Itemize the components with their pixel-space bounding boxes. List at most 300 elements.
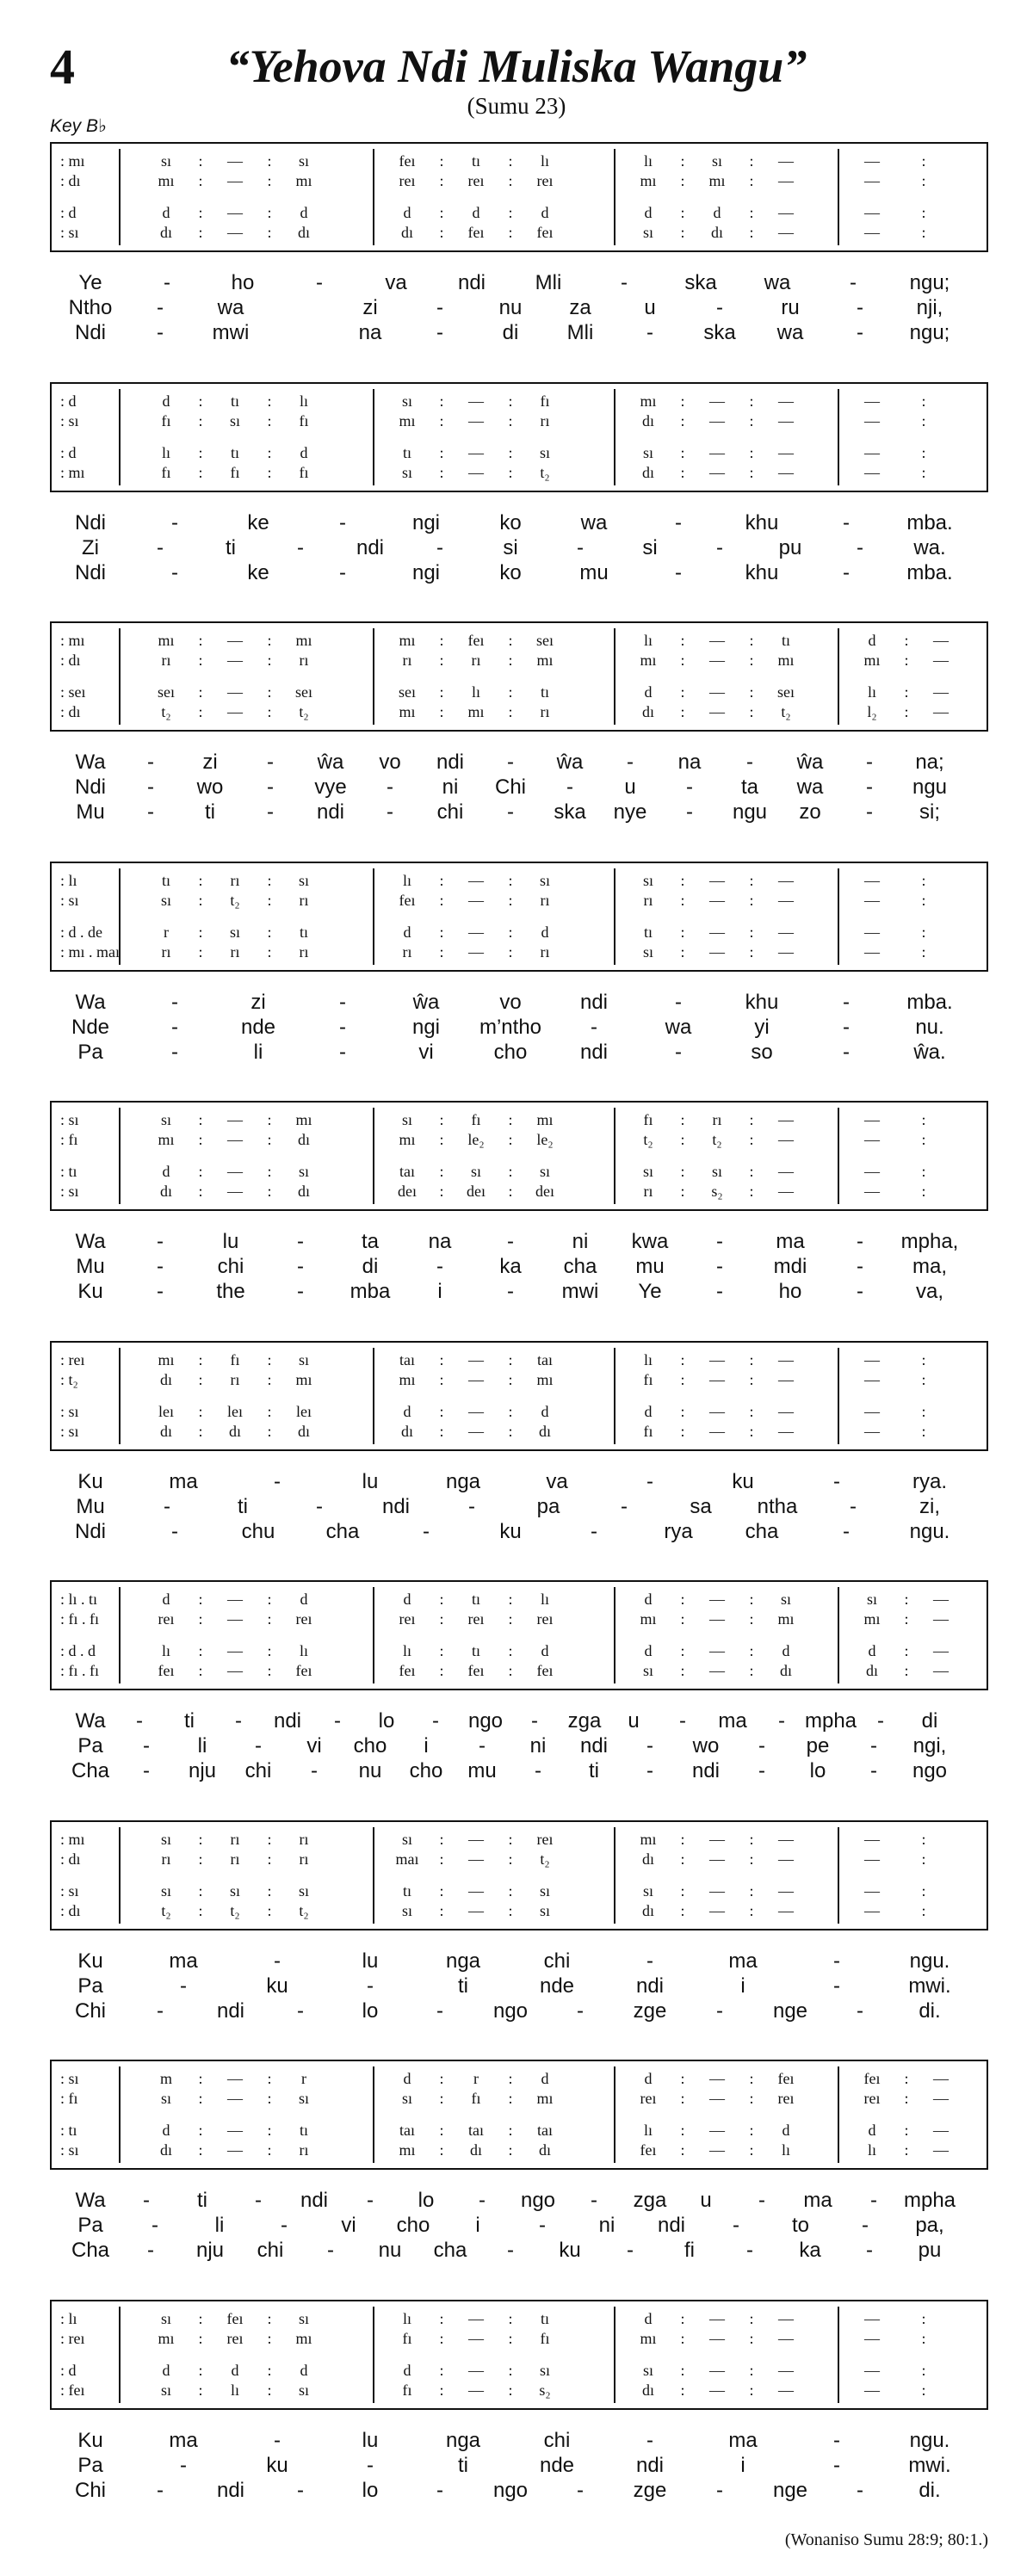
solfa-note: : bbox=[508, 923, 513, 941]
syllable-hyphen: - bbox=[157, 2478, 164, 2502]
voice-row bbox=[52, 892, 987, 912]
solfa-note: : bbox=[267, 2122, 272, 2139]
lyric-syllable: zga bbox=[633, 2189, 667, 2212]
solfa-note: : bbox=[749, 1131, 754, 1148]
lyric-syllable: ska bbox=[703, 321, 736, 344]
solfa-note: feı bbox=[399, 1662, 416, 1679]
syllable-hyphen: - bbox=[136, 1709, 143, 1733]
syllable-hyphen: - bbox=[507, 1280, 514, 1303]
solfa-note: d bbox=[541, 2070, 549, 2087]
solfa-note: t₂ bbox=[781, 703, 791, 720]
solfa-note: : bbox=[267, 683, 272, 701]
solfa-note: — bbox=[709, 2122, 725, 2139]
solfa-note: maı bbox=[395, 1850, 419, 1868]
solfa-note: : bbox=[921, 1163, 926, 1180]
solfa-note: reı bbox=[863, 2090, 881, 2107]
syllable-hyphen: - bbox=[591, 1519, 597, 1543]
solfa-note: seı bbox=[158, 683, 175, 701]
solfa-note: : bbox=[680, 1662, 685, 1679]
syllable-hyphen: - bbox=[870, 1734, 877, 1757]
syllable-hyphen: - bbox=[539, 2214, 546, 2237]
solfa-note: : bbox=[267, 2070, 272, 2087]
syllable-hyphen: - bbox=[311, 1759, 318, 1782]
syllable-hyphen: - bbox=[507, 800, 514, 824]
solfa-note: : bbox=[198, 172, 203, 189]
solfa-note: — bbox=[709, 2309, 725, 2327]
solfa-note: le₂ bbox=[467, 1131, 485, 1148]
solfa-note: : mı bbox=[60, 463, 85, 481]
lyric-line bbox=[0, 800, 1033, 826]
solfa-note: : bbox=[921, 411, 926, 429]
solfa-note: reı bbox=[399, 1610, 416, 1628]
solfa-note: taı bbox=[399, 1350, 415, 1368]
lyric-syllable: nde bbox=[240, 1015, 276, 1039]
solfa-note: lı bbox=[230, 2381, 240, 2399]
lyric-syllable: nju bbox=[188, 1759, 217, 1782]
lyric-syllable: ta bbox=[361, 1230, 380, 1253]
solfa-note: : bbox=[198, 1642, 203, 1659]
solfa-note: — bbox=[468, 1370, 484, 1388]
syllable-hyphen: - bbox=[164, 1494, 170, 1518]
lyric-syllable: li bbox=[197, 1734, 207, 1757]
solfa-note: : bbox=[198, 652, 203, 669]
syllable-hyphen: - bbox=[621, 271, 628, 294]
solfa-note: : bbox=[921, 1901, 926, 1919]
solfa-note: feı bbox=[226, 2309, 244, 2327]
solfa-note: : bbox=[267, 652, 272, 669]
solfa-note: — bbox=[933, 1662, 949, 1679]
lyric-line bbox=[0, 1520, 1033, 1546]
voice-row bbox=[52, 1351, 987, 1372]
solfa-note: sı bbox=[642, 871, 654, 889]
solfa-note: : bbox=[508, 1591, 513, 1608]
solfa-note: seı bbox=[295, 683, 312, 701]
solfa-note: : bbox=[680, 2381, 685, 2399]
syllable-hyphen: - bbox=[147, 775, 154, 799]
solfa-note: : bbox=[749, 463, 754, 481]
solfa-note: tı bbox=[299, 2122, 309, 2139]
solfa-note: : bbox=[904, 652, 909, 669]
lyric-syllable: na; bbox=[915, 751, 944, 774]
solfa-note: : bbox=[749, 1901, 754, 1919]
solfa-note: : bbox=[749, 224, 754, 241]
solfa-note: — bbox=[227, 632, 243, 649]
lyric-syllable: ke bbox=[247, 560, 269, 584]
syllable-hyphen: - bbox=[857, 1280, 863, 1303]
lyric-syllable: mwi. bbox=[908, 2453, 951, 2477]
syllable-hyphen: - bbox=[157, 296, 164, 319]
solfa-note: tı bbox=[299, 923, 309, 941]
syllable-hyphen: - bbox=[297, 1230, 304, 1253]
solfa-note: : bbox=[508, 1850, 513, 1868]
solfa-note: — bbox=[864, 2329, 880, 2347]
solfa-note: t₂ bbox=[712, 1131, 722, 1148]
syllable-hyphen: - bbox=[147, 2239, 154, 2262]
syllable-hyphen: - bbox=[267, 751, 274, 774]
solfa-note: : tı bbox=[60, 1163, 77, 1180]
lyric-syllable: ngo bbox=[912, 1759, 948, 1782]
lyric-syllable: Ndi bbox=[74, 560, 107, 584]
solfa-note: mı bbox=[863, 1610, 881, 1628]
solfa-note: : reı bbox=[60, 2329, 85, 2347]
solfa-note: : bbox=[508, 172, 513, 189]
solfa-note: feı bbox=[536, 1662, 554, 1679]
solfa-staff bbox=[50, 862, 988, 972]
solfa-note: : bbox=[198, 1163, 203, 1180]
lyric-line bbox=[0, 1759, 1033, 1785]
lyric-syllable: m’ntho bbox=[479, 1015, 542, 1039]
solfa-note: d bbox=[644, 1402, 653, 1420]
lyric-syllable: ngo bbox=[520, 2189, 556, 2212]
voice-row bbox=[52, 1662, 987, 1683]
syllable-hyphen: - bbox=[334, 1709, 341, 1733]
solfa-note: : bbox=[680, 703, 685, 720]
solfa-note: : bbox=[680, 172, 685, 189]
solfa-note: d bbox=[162, 1163, 170, 1180]
solfa-note: — bbox=[709, 392, 725, 410]
solfa-note: lı bbox=[867, 683, 877, 701]
solfa-note: : fı bbox=[60, 2090, 78, 2107]
solfa-note: : bbox=[680, 2090, 685, 2107]
solfa-note: sı bbox=[160, 1111, 172, 1128]
music-system bbox=[0, 2060, 1033, 2275]
solfa-note: — bbox=[778, 152, 794, 170]
solfa-note: fı bbox=[402, 2329, 412, 2347]
solfa-note: mı bbox=[467, 703, 485, 720]
solfa-note: : sı bbox=[60, 2070, 79, 2087]
solfa-note: : bbox=[439, 923, 444, 941]
song-number: 4 bbox=[50, 39, 75, 95]
solfa-note: — bbox=[933, 2090, 949, 2107]
solfa-note: : bbox=[439, 683, 444, 701]
lyric-syllable: ma bbox=[718, 1709, 747, 1733]
voice-row bbox=[52, 1591, 987, 1611]
syllable-hyphen: - bbox=[157, 1998, 164, 2023]
solfa-note: lı bbox=[161, 443, 171, 461]
solfa-note: — bbox=[778, 2329, 794, 2347]
solfa-note: seı bbox=[536, 632, 554, 649]
lyric-syllable: vi bbox=[306, 1734, 322, 1757]
lyric-syllable: li bbox=[214, 2214, 225, 2237]
lyric-syllable: i bbox=[437, 1280, 442, 1303]
lyric-line bbox=[0, 751, 1033, 776]
solfa-note: dı bbox=[641, 411, 655, 429]
solfa-note: — bbox=[864, 411, 880, 429]
lyric-syllable: zi bbox=[251, 990, 266, 1014]
syllable-hyphen: - bbox=[255, 2189, 262, 2212]
solfa-note: sı bbox=[470, 1163, 482, 1180]
syllable-hyphen: - bbox=[535, 1759, 541, 1782]
lyric-syllable: ho bbox=[778, 1280, 802, 1303]
voice-row bbox=[52, 1831, 987, 1851]
solfa-note: taı bbox=[399, 1163, 415, 1180]
solfa-note: : bbox=[439, 392, 444, 410]
syllable-hyphen: - bbox=[479, 1734, 486, 1757]
solfa-note: : bbox=[267, 923, 272, 941]
lyric-syllable: ska bbox=[684, 271, 717, 294]
solfa-note: — bbox=[864, 1111, 880, 1128]
solfa-note: : bbox=[508, 1350, 513, 1368]
syllable-hyphen: - bbox=[646, 321, 653, 344]
solfa-note: rı bbox=[299, 891, 309, 909]
solfa-note: : bbox=[439, 411, 444, 429]
lyric-line bbox=[0, 511, 1033, 537]
voice-row bbox=[52, 412, 987, 433]
solfa-note: lı bbox=[299, 1642, 309, 1659]
solfa-note: : bbox=[749, 1642, 754, 1659]
solfa-staff bbox=[50, 382, 988, 492]
syllable-hyphen: - bbox=[423, 1519, 430, 1543]
syllable-hyphen: - bbox=[857, 1230, 863, 1253]
syllable-hyphen: - bbox=[675, 990, 682, 1014]
solfa-note: : d bbox=[60, 204, 77, 221]
solfa-note: : bbox=[680, 942, 685, 961]
lyric-line bbox=[0, 1041, 1033, 1066]
solfa-note: : bbox=[267, 871, 272, 889]
solfa-note: sı bbox=[298, 2381, 310, 2399]
solfa-note: : bbox=[680, 392, 685, 410]
solfa-note: : bbox=[198, 632, 203, 649]
solfa-note: r bbox=[473, 2070, 479, 2087]
solfa-note: — bbox=[778, 1350, 794, 1368]
lyric-syllable: ngu bbox=[732, 800, 768, 824]
solfa-note: dı bbox=[297, 1131, 311, 1148]
syllable-hyphen: - bbox=[152, 2214, 158, 2237]
solfa-note: rı bbox=[161, 652, 171, 669]
lyric-syllable: Mu bbox=[76, 1255, 105, 1278]
solfa-note: sı bbox=[401, 392, 413, 410]
solfa-note: : bbox=[749, 1662, 754, 1679]
lyric-syllable: ndi bbox=[300, 2189, 329, 2212]
syllable-hyphen: - bbox=[171, 1015, 178, 1039]
lyric-line bbox=[0, 561, 1033, 587]
lyric-syllable: zge bbox=[633, 1998, 667, 2023]
voice-row bbox=[52, 204, 987, 225]
lyric-syllable: mu bbox=[579, 560, 609, 584]
solfa-note: : bbox=[921, 1422, 926, 1440]
syllable-hyphen: - bbox=[180, 1974, 187, 1998]
solfa-note: rı bbox=[161, 942, 171, 961]
solfa-note: : bbox=[198, 1183, 203, 1200]
solfa-note: — bbox=[227, 652, 243, 669]
syllable-hyphen: - bbox=[833, 1974, 840, 1998]
lyric-syllable: lo bbox=[362, 1998, 379, 2023]
lyric-syllable: ni bbox=[529, 1734, 547, 1757]
lyric-syllable: mpha bbox=[903, 2189, 956, 2212]
syllable-hyphen: - bbox=[675, 1040, 682, 1064]
solfa-note: — bbox=[933, 1610, 949, 1628]
voice-row bbox=[52, 1131, 987, 1152]
lyric-syllable: khu bbox=[745, 990, 779, 1014]
solfa-note: — bbox=[227, 172, 243, 189]
voice-row bbox=[52, 224, 987, 244]
solfa-note: : bbox=[267, 632, 272, 649]
solfa-note: : bbox=[749, 1830, 754, 1848]
solfa-note: — bbox=[227, 1610, 243, 1628]
solfa-note: : bbox=[921, 891, 926, 909]
solfa-note: : bbox=[680, 2141, 685, 2159]
lyric-syllable: Mu bbox=[76, 1494, 105, 1518]
solfa-note: : bbox=[267, 392, 272, 410]
solfa-note: : bbox=[921, 463, 926, 481]
lyric-syllable: wa bbox=[217, 296, 244, 319]
syllable-hyphen: - bbox=[877, 1709, 884, 1733]
solfa-note: : sı bbox=[60, 224, 79, 241]
lyric-syllable: nga bbox=[445, 1949, 481, 1973]
lyric-line bbox=[0, 2479, 1033, 2505]
solfa-note: s₂ bbox=[711, 1183, 723, 1200]
syllable-hyphen: - bbox=[675, 510, 682, 534]
solfa-staff bbox=[50, 142, 988, 252]
syllable-hyphen: - bbox=[716, 535, 723, 559]
solfa-note: — bbox=[468, 1881, 484, 1900]
solfa-note: t₂ bbox=[299, 1901, 309, 1919]
solfa-note: : bbox=[439, 2309, 444, 2327]
solfa-note: — bbox=[778, 1402, 794, 1420]
solfa-note: : bbox=[198, 1131, 203, 1148]
solfa-note: — bbox=[709, 871, 725, 889]
solfa-note: — bbox=[933, 703, 949, 720]
lyric-syllable: mpha, bbox=[900, 1230, 959, 1253]
solfa-note: feı bbox=[158, 1662, 175, 1679]
solfa-note: : bbox=[749, 2141, 754, 2159]
lyric-syllable: za bbox=[569, 296, 591, 319]
syllable-hyphen: - bbox=[746, 751, 753, 774]
solfa-note: : sı bbox=[60, 1422, 79, 1440]
solfa-note: : bbox=[198, 443, 203, 461]
lyric-syllable: ku bbox=[559, 2239, 581, 2262]
syllable-hyphen: - bbox=[143, 1759, 150, 1782]
solfa-note: — bbox=[778, 2381, 794, 2399]
lyric-syllable: lu bbox=[362, 1949, 379, 1973]
lyric-syllable: cho bbox=[396, 2214, 430, 2237]
solfa-note: : bbox=[904, 2070, 909, 2087]
lyric-syllable: Ku bbox=[77, 1469, 103, 1493]
solfa-note: reı bbox=[536, 172, 554, 189]
solfa-note: rı bbox=[230, 1370, 240, 1388]
lyric-syllable: si; bbox=[919, 800, 940, 824]
syllable-hyphen: - bbox=[857, 535, 863, 559]
solfa-note: : bbox=[680, 1370, 685, 1388]
solfa-note: — bbox=[709, 1422, 725, 1440]
solfa-note: — bbox=[709, 1642, 725, 1659]
lyric-syllable: ngu. bbox=[909, 1519, 950, 1543]
solfa-note: — bbox=[468, 2361, 484, 2379]
solfa-note: — bbox=[709, 443, 725, 461]
lyric-syllable: rya. bbox=[912, 1469, 948, 1493]
syllable-hyphen: - bbox=[843, 1040, 850, 1064]
lyric-syllable: ndi bbox=[356, 535, 385, 559]
lyric-syllable: pu bbox=[778, 535, 802, 559]
solfa-note: — bbox=[778, 871, 794, 889]
solfa-note: deı bbox=[467, 1183, 486, 1200]
solfa-note: sı bbox=[160, 2090, 172, 2107]
solfa-note: r bbox=[301, 2070, 306, 2087]
lyric-syllable: ke bbox=[247, 510, 269, 534]
solfa-note: : bbox=[439, 2361, 444, 2379]
solfa-note: rı bbox=[402, 942, 412, 961]
lyric-syllable: Wa bbox=[75, 1709, 106, 1733]
lyric-syllable: va bbox=[546, 1469, 568, 1493]
solfa-note: — bbox=[778, 1422, 794, 1440]
lyric-syllable: ŵa bbox=[556, 751, 584, 774]
lyric-syllable: pu bbox=[918, 2239, 942, 2262]
solfa-note: mı bbox=[708, 172, 726, 189]
solfa-staff bbox=[50, 2300, 988, 2410]
solfa-note: deı bbox=[398, 1183, 417, 1200]
syllable-hyphen: - bbox=[857, 2478, 863, 2502]
solfa-note: : bbox=[267, 1370, 272, 1388]
lyric-syllable: Zi bbox=[82, 535, 99, 559]
solfa-note: mı bbox=[536, 2090, 554, 2107]
solfa-note: — bbox=[778, 2361, 794, 2379]
solfa-note: — bbox=[227, 204, 243, 221]
solfa-note: — bbox=[468, 443, 484, 461]
lyric-syllable: wa bbox=[764, 271, 791, 294]
lyric-syllable: Pa bbox=[77, 2453, 103, 2477]
syllable-hyphen: - bbox=[716, 1255, 723, 1278]
solfa-note: : reı bbox=[60, 1350, 85, 1368]
solfa-note: — bbox=[468, 2381, 484, 2399]
solfa-note: — bbox=[864, 942, 880, 961]
solfa-note: : bbox=[680, 2070, 685, 2087]
lyric-syllable: ndi bbox=[436, 751, 465, 774]
solfa-note: : lı . tı bbox=[60, 1591, 98, 1608]
solfa-note: — bbox=[933, 683, 949, 701]
solfa-note: — bbox=[709, 1850, 725, 1868]
solfa-note: fı bbox=[643, 1111, 653, 1128]
solfa-note: : bbox=[921, 1370, 926, 1388]
solfa-note: — bbox=[709, 632, 725, 649]
solfa-note: lı bbox=[643, 632, 653, 649]
lyric-line bbox=[0, 1470, 1033, 1496]
solfa-note: d bbox=[644, 204, 653, 221]
solfa-note: d bbox=[162, 2122, 170, 2139]
solfa-note: — bbox=[864, 1350, 880, 1368]
solfa-note: : bbox=[749, 1163, 754, 1180]
solfa-note: : bbox=[198, 1901, 203, 1919]
syllable-hyphen: - bbox=[716, 1998, 723, 2023]
syllable-hyphen: - bbox=[316, 1494, 323, 1518]
solfa-note: d bbox=[868, 1642, 876, 1659]
solfa-note: d bbox=[403, 1402, 411, 1420]
music-system bbox=[0, 142, 1033, 357]
solfa-note: l₂ bbox=[867, 703, 877, 720]
solfa-note: : bbox=[508, 204, 513, 221]
lyric-syllable: ti bbox=[226, 535, 236, 559]
syllable-hyphen: - bbox=[746, 2239, 753, 2262]
solfa-note: sı bbox=[298, 152, 310, 170]
solfa-note: sı bbox=[160, 2381, 172, 2399]
solfa-note: sı bbox=[229, 1881, 241, 1900]
solfa-note: r bbox=[164, 923, 169, 941]
solfa-note: — bbox=[864, 204, 880, 221]
voice-row bbox=[52, 2090, 987, 2110]
solfa-note: lı bbox=[643, 1350, 653, 1368]
solfa-note: : bbox=[439, 443, 444, 461]
lyric-syllable: wo bbox=[196, 775, 224, 799]
syllable-hyphen: - bbox=[646, 1734, 653, 1757]
solfa-note: — bbox=[709, 1881, 725, 1900]
syllable-hyphen: - bbox=[866, 2239, 873, 2262]
solfa-note: sı bbox=[642, 1163, 654, 1180]
solfa-note: : bbox=[198, 2122, 203, 2139]
solfa-note: : bbox=[749, 1111, 754, 1128]
solfa-note: sı bbox=[711, 1163, 723, 1180]
solfa-note: : bbox=[680, 1642, 685, 1659]
solfa-note: sı bbox=[711, 152, 723, 170]
solfa-note: reı bbox=[226, 2329, 244, 2347]
